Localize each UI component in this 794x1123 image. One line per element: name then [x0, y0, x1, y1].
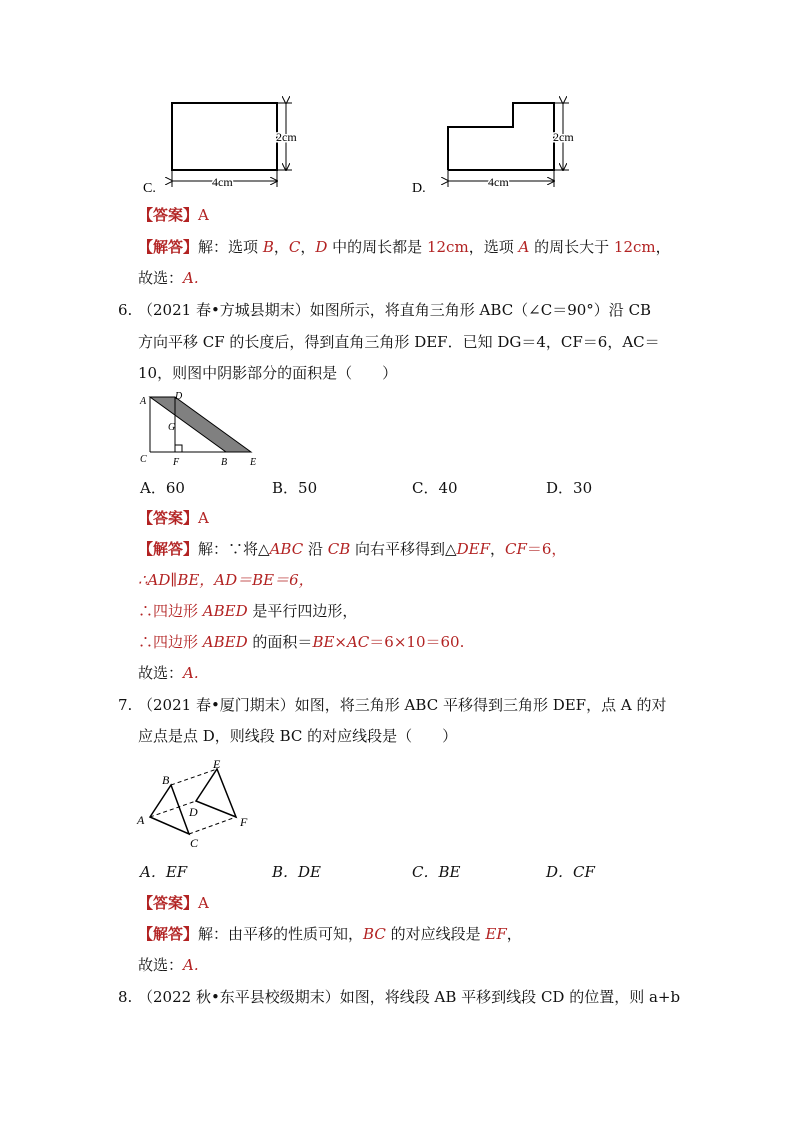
- q6-solution-line1: [138, 539, 566, 559]
- label-b: B: [221, 457, 228, 468]
- label-a: A: [140, 396, 147, 407]
- solution-text: ，: [273, 238, 289, 256]
- solution-term: DEF: [456, 540, 490, 558]
- figure-c-label: C.: [143, 181, 156, 196]
- option-a[interactable]: A．60: [140, 479, 185, 497]
- label-g: G: [168, 422, 176, 433]
- option-b[interactable]: B．DE: [272, 863, 321, 881]
- question-number: 8.: [118, 988, 133, 1006]
- figure-d-height: 2cm: [553, 130, 574, 144]
- choose-text: 故选：: [138, 956, 184, 974]
- choose-text: 故选：: [138, 664, 184, 682]
- solution-text: ，选项: [468, 238, 514, 256]
- answer-tag: 【答案】: [138, 509, 199, 527]
- solution-text: ∴四边形: [138, 633, 199, 651]
- solution-tag: 【解答】: [138, 540, 199, 558]
- solution-text: 解：由平移的性质可知，: [198, 925, 364, 943]
- choose-text: 故选：: [138, 269, 184, 287]
- choose-value: A.: [183, 269, 199, 287]
- q6-solution-line2: ∴AD∥BE，AD＝BE＝6，: [138, 571, 314, 589]
- label-a: A: [137, 813, 145, 827]
- question-number: 6.: [118, 301, 133, 319]
- q5-solution-line: [138, 237, 671, 257]
- label-d: D: [189, 805, 198, 819]
- q7-stem-line1: （2021 春•厦门期末）如图，将三角形 ABC 平移得到三角形 DEF，点 A 的对: [138, 696, 667, 714]
- q6-figure: [135, 388, 270, 473]
- solution-term: B: [262, 238, 274, 256]
- q5-option-figures: [130, 95, 620, 200]
- answer-tag: 【答案】: [138, 894, 199, 912]
- solution-text: 的周长大于: [534, 238, 610, 256]
- figure-c: [143, 103, 297, 196]
- solution-tag: 【解答】: [138, 238, 199, 256]
- solution-term: D: [315, 238, 328, 256]
- answer-tag: 【答案】: [138, 206, 199, 224]
- solution-text: ，: [300, 238, 316, 256]
- solution-term: BC: [363, 925, 386, 943]
- q6-stem-line3: 10，则图中阴影部分的面积是（ ）: [138, 364, 398, 382]
- solution-tag: 【解答】: [138, 925, 199, 943]
- option-a[interactable]: A．EF: [140, 863, 188, 881]
- solution-text: ，: [489, 540, 505, 558]
- solution-term: BE×AC: [312, 633, 370, 651]
- solution-term: C: [288, 238, 301, 256]
- option-c[interactable]: C．BE: [412, 863, 461, 881]
- solution-text: ＝6×10＝60.: [369, 633, 465, 651]
- label-e: E: [250, 457, 257, 468]
- q6-choose-line: [138, 663, 199, 683]
- label-c: C: [140, 454, 147, 465]
- solution-term: 12cm: [426, 238, 469, 256]
- option-b[interactable]: B．50: [272, 479, 318, 497]
- solution-text: 解：∵将△: [198, 540, 270, 558]
- q7-answer-line: [138, 893, 209, 913]
- solution-term: ABED: [202, 633, 248, 651]
- solution-text: ，: [655, 238, 671, 256]
- solution-text: 向右平移得到△: [355, 540, 457, 558]
- solution-text: 的面积＝: [252, 633, 313, 651]
- figure-d-label: D.: [412, 181, 426, 196]
- figure-d-width: 4cm: [488, 175, 509, 189]
- answer-value: A: [198, 206, 209, 224]
- q6-answer-line: [138, 508, 209, 528]
- label-d: D: [175, 391, 183, 402]
- q5-choose-line: [138, 268, 199, 288]
- answer-value: A: [198, 894, 209, 912]
- q6-solution-line4: [138, 632, 464, 652]
- solution-text: 解：选项: [198, 238, 259, 256]
- figure-c-height: 2cm: [276, 130, 297, 144]
- choose-value: A.: [183, 956, 199, 974]
- label-f: F: [173, 457, 180, 468]
- option-d[interactable]: D．CF: [546, 863, 595, 881]
- solution-term: ABED: [202, 602, 248, 620]
- solution-text: 中的周长都是: [332, 238, 423, 256]
- label-b: B: [162, 773, 170, 787]
- solution-text: ，: [506, 925, 522, 943]
- q8-stem-line1: （2022 秋•东平县校级期末）如图，将线段 AB 平移到线段 CD 的位置，则 a+b: [138, 988, 681, 1006]
- question-number: 7.: [118, 696, 133, 714]
- q6-stem-line2: 方向平移 CF 的长度后，得到直角三角形 DEF．已知 DG＝4，CF＝6，AC＝: [138, 333, 660, 351]
- solution-text: 是平行四边形，: [252, 602, 358, 620]
- label-e: E: [213, 757, 221, 771]
- q7-solution-line1: [138, 924, 522, 944]
- option-d[interactable]: D．30: [546, 479, 593, 497]
- solution-term: EF: [485, 925, 507, 943]
- q5-answer-line: [138, 205, 209, 225]
- figure-d: [412, 103, 574, 196]
- solution-text: 沿: [307, 540, 323, 558]
- figure-c-width: 4cm: [212, 175, 233, 189]
- solution-term: CB: [327, 540, 351, 558]
- solution-term: ABC: [269, 540, 304, 558]
- solution-term: A: [518, 238, 530, 256]
- q6-solution-line3: [138, 601, 357, 621]
- solution-text: 的对应线段是: [390, 925, 481, 943]
- label-c: C: [190, 836, 199, 850]
- solution-term: CF: [505, 540, 527, 558]
- answer-value: A: [198, 509, 209, 527]
- solution-text: ＝6，: [526, 540, 567, 558]
- option-c[interactable]: C．40: [412, 479, 458, 497]
- q7-stem-line2: 应点是点 D，则线段 BC 的对应线段是（ ）: [138, 727, 458, 745]
- solution-text: ∴四边形: [138, 602, 199, 620]
- choose-value: A.: [183, 664, 199, 682]
- q6-stem-line1: （2021 春•方城县期末）如图所示，将直角三角形 ABC（∠C＝90°）沿 CB: [138, 301, 652, 319]
- q7-figure: [130, 755, 270, 850]
- label-f: F: [240, 815, 248, 829]
- solution-term: 12cm: [613, 238, 656, 256]
- q7-choose-line: [138, 955, 199, 975]
